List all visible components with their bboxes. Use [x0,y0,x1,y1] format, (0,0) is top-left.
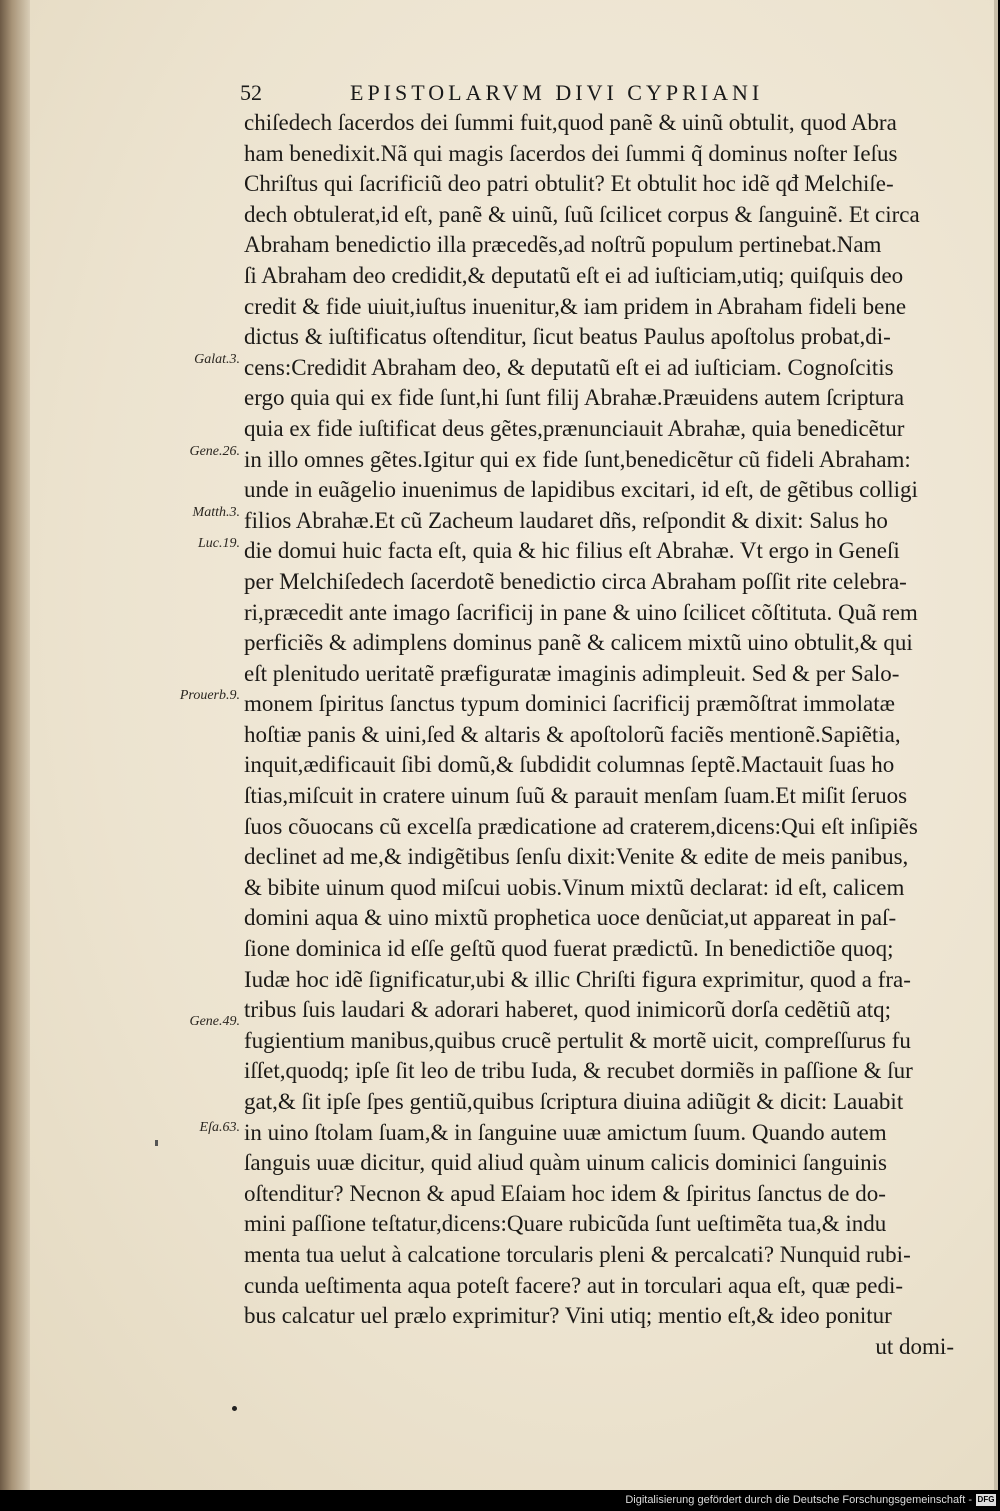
text-line: ham benedixit.Nã qui magis ſacerdos dei ſummi q̃ dominus noſter Ieſus [244,140,898,166]
text-line: & bibite uinum quod miſcui uobis.Vinum mixtũ declarat: id eſt, calicem [244,874,905,900]
text-line: ſuos cõuocans cũ excelſa prædicatione ad craterem,dicens:Qui eſt inſipiẽs [244,813,918,839]
text-line: menta tua uelut à calcatione torcularis pleni & percalcati? Nunquid rubi- [244,1241,911,1267]
text-line: unde in euãgelio inuenimus de lapidibus excitari, id eſt, de gẽtibus colligi [244,477,918,503]
binding-shadow [0,0,30,1490]
text-line: ri,præcedit ante imago ſacrificij in pane & uino ſcilicet cõſtituta. Quã rem [244,599,918,625]
text-line: credit & fide uiuit,iuſtus inuenitur,& iam pridem in Abraham fideli bene [244,293,907,319]
running-title: EPISTOLARVM DIVI CYPRIANI [350,80,764,105]
text-line: cunda ueſtimenta aqua poteſt facere? aut in torculari aqua eſt, quæ pedi- [244,1272,904,1298]
text-line: bus calcatur uel prælo exprimitur? Vini utiq; mentio eſt,& ideo ponitur [244,1303,892,1329]
text-line: mini paſſione teſtatur,dicens:Quare rubicũda ſunt ueſtimẽta tua,& indu [244,1211,887,1237]
marginal-note-luc: Luc.19. [198,536,240,551]
ink-mark [155,1140,158,1146]
text-line: iſſet,quodq; ipſe ſit leo de tribu Iuda, & recubet dormiẽs in paſſione & ſur [244,1058,913,1084]
marginal-note-matth: Matth.3. [192,505,240,520]
ink-speck [232,1406,237,1411]
text-line: ſanguis uuæ dicitur, quid aliud quàm uinum calicis dominici ſanguinis [244,1150,888,1176]
text-line: per Melchiſedech ſacerdotẽ benedictio circa Abraham poſſit rite celebra- [244,568,907,594]
text-line: domini aqua & uino mixtũ prophetica uoce denũciat,ut appareat in paſ- [244,905,897,931]
marginal-note-gene26: Gene.26. [189,444,240,459]
text-line: in uino ſtolam ſuam,& in ſanguine uuæ amictum ſuum. Quando autem [244,1119,887,1145]
text-line: Chriſtus qui ſacrificiũ deo patri obtulit? Et obtulit hoc idẽ qđ Melchiſe- [244,171,894,197]
marginal-note-esa: Eſa.63. [199,1120,240,1135]
dfg-logo: DFG [977,1495,995,1504]
text-line: filios Abrahæ.Et cũ Zacheum laudaret dñs, reſpondit & dixit: Salus ho [244,507,888,533]
text-line: gat,& ſit ipſe ſpes gentiũ,quibus ſcriptura diuina adiũgit & dicit: Lauabit [244,1089,904,1114]
text-line: ſi Abraham deo credidit,& deputatũ eſt ei ad iuſticiam,utiq; quiſquis deo [244,262,904,288]
marginal-note-galat: Galat.3. [194,352,240,367]
main-text [244,108,954,1362]
text-line: eſt plenitudo ueritatẽ præfiguratæ imaginis adimpleuit. Sed & per Salo- [244,660,900,686]
text-line: in illo omnes gẽtes.Igitur qui ex fide ſunt,benedicẽtur cũ fideli Abraham: [244,446,911,472]
text-line: fugientium manibus,quibus crucẽ pertulit & mortẽ uicit, compreſſurus fu [244,1027,911,1053]
text-line: ſtias,miſcuit in cratere uinum ſuũ & parauit menſam ſuam.Et miſit ſeruos [244,783,908,809]
marginal-note-gene49: Gene.49. [189,1014,240,1029]
text-line: cens:Credidit Abraham deo, & deputatũ eſt ei ad iuſticiam. Cognoſcitis [244,354,894,380]
text-line: hoſtiæ panis & uini,ſed & altaris & apoſtolorũ faciẽs mentionẽ.Sapiẽtia, [244,721,901,747]
text-line: dech obtulerat,id eſt, panẽ & uinũ, ſuũ ſcilicet corpus & ſanguinẽ. Et circa [244,201,920,227]
page-number: 52 [240,80,262,105]
text-line: Iudæ hoc idẽ ſignificatur,ubi & illic Chriſti figura exprimitur, quod a fra- [244,966,911,992]
text-line: Abraham benedictio illa præcedẽs,ad noſtrũ populum pertinebat.Nam [244,232,882,258]
text-line: inquit,ædificauit ſibi domũ,& ſubdidit columnas ſeptẽ.Mactauit ſuas ho [244,752,895,778]
text-line: ſione dominica id eſſe geſtũ quod fuerat prædictũ. In benedictiõe quoq; [244,936,894,962]
marginal-note-prouerb: Prouerb.9. [179,688,240,703]
funding-credit: Digitalisierung gefördert durch die Deutsche Forschungsgemeinschaft - [625,1494,972,1506]
text-line: quia ex fide iuſtificat deus gẽtes,prænunciauit Abrahæ, quia benedicẽtur [244,415,905,441]
text-line: ut domi- [875,1333,954,1359]
page-right-edge [994,0,998,1490]
text-line: monem ſpiritus ſanctus typum dominici ſacrificij præmõſtrat immolatæ [244,691,895,717]
text-line: ergo quia qui ex fide ſunt,hi ſunt filij Abrahæ.Præuidens autem ſcriptura [244,385,905,411]
text-line: declinet ad me,& indigẽtibus ſenſu dixit:Venite & edite de meis panibus, [244,844,909,870]
running-head [240,80,960,106]
text-line: oſtenditur? Necnon & apud Eſaiam hoc idem & ſpiritus ſanctus de do- [244,1180,886,1206]
text-line: perficiẽs & adimplens dominus panẽ & calicem mixtũ uino obtulit,& qui [244,630,913,656]
text-line: chiſedech ſacerdos dei ſummi fuit,quod panẽ & uinũ obtulit, quod Abra [244,110,897,135]
text-line: dictus & iuſtificatus oſtenditur, ſicut beatus Paulus apoſtolus probat,di- [244,324,891,350]
text-line: tribus ſuis laudari & adorari haberet, quod inimicorũ dorſa cedẽtiũ atq; [244,997,891,1023]
text-line: die domui huic facta eſt, quia & hic filius eſt Abrahæ. Vt ergo in Geneſi [244,538,900,564]
